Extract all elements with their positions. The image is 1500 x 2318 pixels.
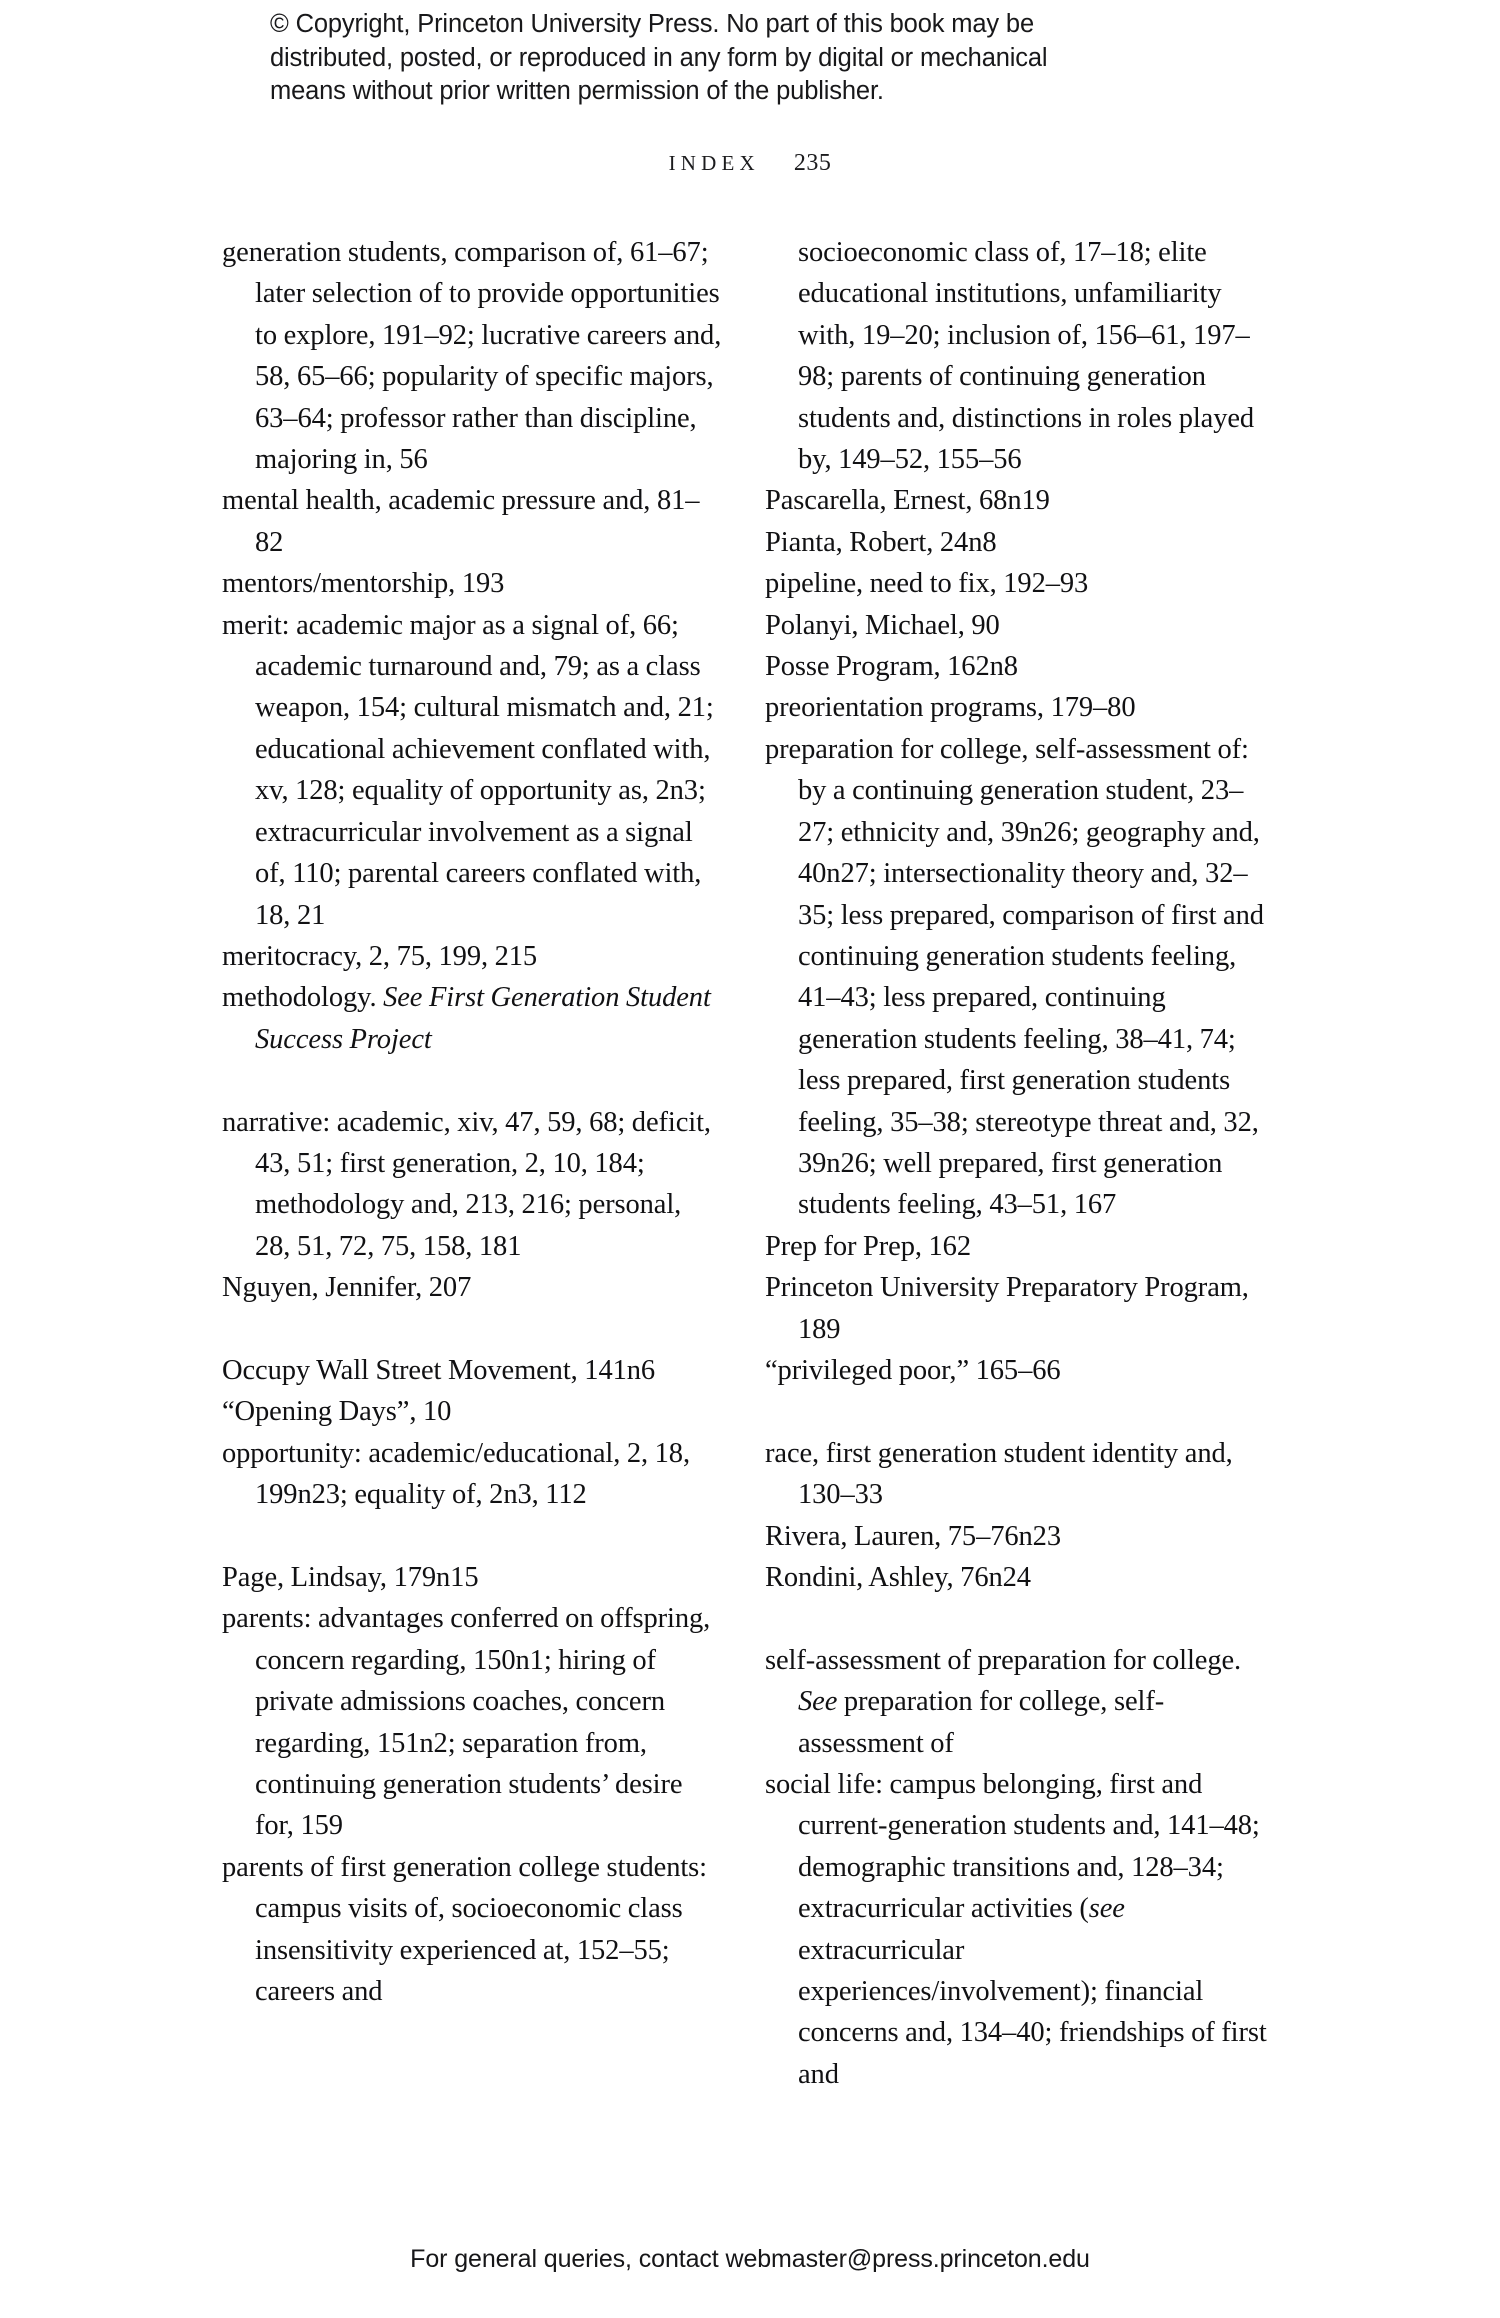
index-entry: parents: advantages conferred on offspring, concern regarding, 150n1; hiring of private admissions coaches, concern regarding, 151n2; separation from, continuing generation students’ desire for, 159: [222, 1603, 711, 1842]
index-entry: pipeline, need to fix, 192–93: [765, 568, 1089, 600]
index-entry: narrative: academic, xiv, 47, 59, 68; deficit, 43, 51; first generation, 2, 10, 184; methodology and, 213, 216; personal, 28, 51, 72, 75, 158, 181: [222, 1106, 711, 1262]
right-section-gap: [765, 1598, 1270, 1639]
copyright-line-3: means without prior written permission of the publisher.: [270, 77, 884, 105]
index-column-right: [765, 232, 1270, 2095]
index-column-left: [222, 232, 722, 2012]
index-entry: parents of first generation college students: campus visits of, socioeconomic class insensitivity experienced at, 152–55; careers and: [222, 1851, 707, 2008]
index-entry: Pianta, Robert, 24n8: [765, 526, 997, 558]
index-entry: Pascarella, Ernest, 68n19: [765, 485, 1050, 517]
index-entry: “privileged poor,” 165–66: [765, 1354, 1061, 1386]
left-section-gap: [222, 1309, 722, 1350]
index-entry: Page, Lindsay, 179n15: [222, 1561, 479, 1593]
copyright-line-1: © Copyright, Princeton University Press. No part of this book may be: [270, 10, 1034, 38]
index-entry: Rivera, Lauren, 75–76n23: [765, 1520, 1061, 1552]
index-entry: social life: campus belonging, first and current-generation students and, 141–48; demographic transitions and, 128–34; extracurricular activities (see extracurricular experiences/involvement); financial concerns and, 134–40; friendships of first and: [765, 1769, 1267, 2090]
index-entry: preparation for college, self-assessment of: by a continuing generation student, 23–27; ethnicity and, 39n26; geography and, 40n27; intersectionality theory and, 32–35; less prepared, comparison of first and continuing generation students feeling, 41–43; less prepared, continuing generation students feeling, 38–41, 74; less prepared, first generation students feeling, 35–38; stereotype threat and, 32, 39n26; well prepared, first generation students feeling, 43–51, 167: [765, 733, 1264, 1221]
index-entry: mental health, academic pressure and, 81–82: [222, 485, 700, 558]
index-entry: meritocracy, 2, 75, 199, 215: [222, 940, 538, 972]
running-head: [0, 150, 1500, 177]
index-entry: Nguyen, Jennifer, 207: [222, 1272, 472, 1304]
index-entry: merit: academic major as a signal of, 66; academic turnaround and, 79; as a class weapon, 154; cultural mismatch and, 21; educational achievement conflated with, xv, 128; equality of opportunity as, 2n3; extracurricular involvement as a signal of, 110; parental careers conflated with, 18, 21: [222, 609, 714, 931]
copyright-notice: [270, 8, 1230, 109]
index-entry: preorientation programs, 179–80: [765, 692, 1136, 724]
index-entry: opportunity: academic/educational, 2, 18, 199n23; equality of, 2n3, 112: [222, 1437, 690, 1511]
footer-text: For general queries, contact webmaster@press.princeton.edu: [410, 2245, 1090, 2273]
index-entry: Polanyi, Michael, 90: [765, 609, 1000, 641]
index-body: [0, 232, 1500, 2132]
index-entry: Prep for Prep, 162: [765, 1230, 971, 1262]
right-section-gap: [765, 1391, 1270, 1432]
left-section-gap: [222, 1060, 722, 1101]
page-footer: [0, 2245, 1500, 2274]
left-section-gap: [222, 1516, 722, 1557]
index-entry: Rondini, Ashley, 76n24: [765, 1561, 1031, 1593]
index-entry: Princeton University Preparatory Program, 189: [765, 1272, 1249, 1345]
index-entry: generation students, comparison of, 61–67; later selection of to provide opportunities to explore, 191–92; lucrative careers and, 58, 65–66; popularity of specific majors, 63–64; professor rather than discipline, majoring in, 56: [222, 237, 722, 476]
index-entry: self-assessment of preparation for college. See preparation for college, self-assessment of: [765, 1644, 1242, 1759]
index-entry: socioeconomic class of, 17–18; elite educational institutions, unfamiliarity with, 19–20; inclusion of, 156–61, 197–98; parents of continuing generation students and, distinctions in roles played by, 149–52, 155–56: [798, 237, 1255, 476]
index-entry: Occupy Wall Street Movement, 141n6: [222, 1354, 656, 1386]
index-entry: “Opening Days”, 10: [222, 1396, 452, 1428]
copyright-line-2: distributed, posted, or reproduced in any form by digital or mechanical: [270, 43, 1048, 72]
index-entry: race, first generation student identity and, 130–33: [765, 1437, 1233, 1511]
running-head-label: INDEX: [668, 151, 760, 175]
index-entry: methodology. See First Generation Student Success Project: [222, 982, 711, 1055]
index-entry: Posse Program, 162n8: [765, 651, 1018, 683]
index-entry: mentors/mentorship, 193: [222, 568, 505, 600]
page-number: 235: [793, 150, 832, 176]
